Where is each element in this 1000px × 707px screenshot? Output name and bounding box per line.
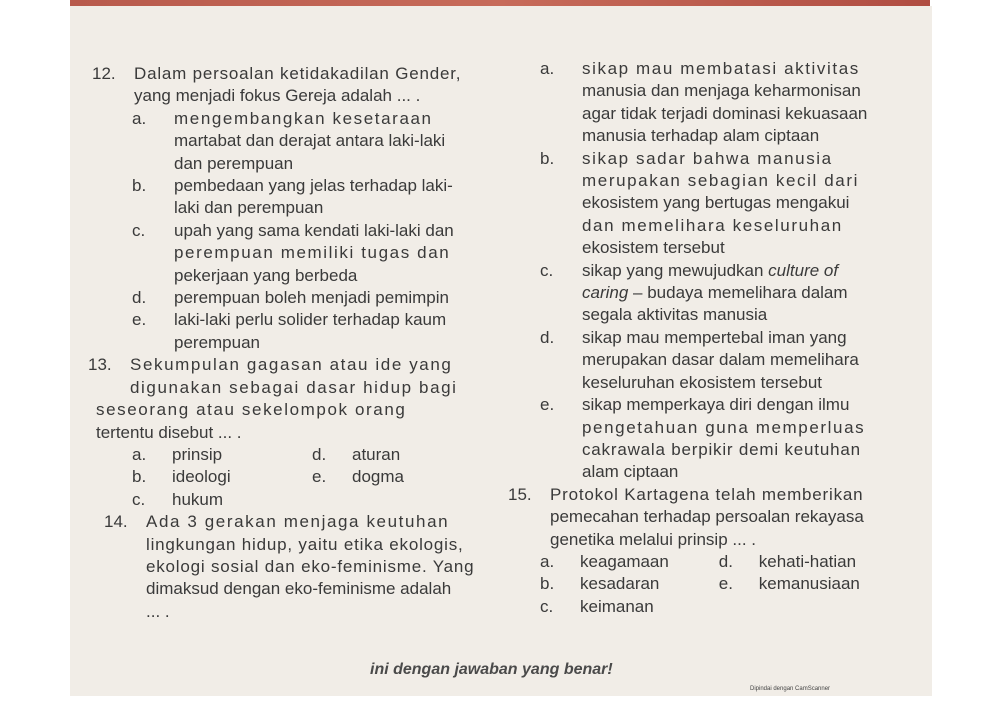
- option-d[interactable]: [132, 287, 492, 309]
- option-text-line: [582, 260, 890, 282]
- question-number: 14.: [104, 512, 128, 532]
- option-a[interactable]: [540, 551, 719, 573]
- option-text-line: keseluruhan ekosistem tersebut: [582, 372, 823, 392]
- option-b[interactable]: [132, 175, 492, 220]
- option-text-italic: caring: [582, 283, 629, 303]
- question-15-options: [540, 551, 890, 618]
- option-text-line: ekosistem yang bertugas mengakui: [582, 193, 850, 213]
- option-text: kehati-hatian: [758, 551, 857, 571]
- option-a[interactable]: [132, 444, 312, 466]
- question-14: [104, 511, 492, 533]
- option-text: ideologi: [172, 467, 231, 487]
- option-b[interactable]: [540, 148, 890, 260]
- cutoff-instruction-text: ini dengan jawaban yang benar!: [370, 661, 613, 678]
- option-text: kemanusiaan: [758, 574, 860, 594]
- option-a[interactable]: [540, 58, 890, 148]
- option-label: a.: [540, 59, 555, 78]
- option-text-line: merupakan sebagian kecil dari: [582, 171, 859, 191]
- option-e[interactable]: [132, 309, 492, 354]
- option-text-line: manusia dan menjaga keharmonisan: [582, 81, 861, 101]
- option-label: a.: [540, 551, 555, 571]
- question-13: [88, 354, 492, 399]
- option-label: a.: [132, 444, 147, 464]
- option-text: sikap yang mewujudkan: [582, 260, 769, 280]
- option-label: d.: [540, 327, 555, 347]
- option-d[interactable]: [312, 444, 492, 466]
- option-c[interactable]: [132, 489, 322, 511]
- option-label: d.: [312, 444, 327, 464]
- question-text-line: Dalam persoalan ketidakadilan Gender,: [134, 64, 462, 83]
- option-text-line: manusia terhadap alam ciptaan: [582, 126, 820, 146]
- question-text-line: tertentu disebut ... .: [96, 422, 242, 442]
- question-13-options: [92, 444, 492, 511]
- question-15-continued: [540, 506, 890, 551]
- option-text: hukum: [172, 489, 224, 509]
- option-label: c.: [540, 260, 554, 280]
- option-c[interactable]: [132, 220, 492, 287]
- question-text-line: digunakan sebagai dasar hidup bagi: [130, 377, 458, 397]
- question-text-line: seseorang atau sekelompok orang: [96, 400, 407, 420]
- option-text: keimanan: [580, 596, 654, 616]
- option-label: b.: [540, 574, 555, 594]
- question-text-line: lingkungan hidup, yaitu etika ekologis,: [146, 534, 464, 554]
- option-text-line: sikap mau mempertebal iman yang: [582, 327, 847, 347]
- question-text-line: ... .: [146, 601, 170, 621]
- option-c[interactable]: [540, 596, 728, 618]
- option-text-line: laki dan perempuan: [174, 198, 324, 218]
- option-text: prinsip: [172, 444, 223, 464]
- option-e[interactable]: [312, 466, 492, 488]
- option-label: e.: [718, 574, 733, 594]
- option-text-line: perempuan boleh menjadi pemimpin: [174, 288, 449, 308]
- option-text: aturan: [352, 444, 401, 464]
- question-text-line: pemecahan terhadap persoalan rekayasa: [550, 507, 864, 527]
- question-15: [508, 484, 890, 506]
- option-label: a.: [132, 108, 147, 128]
- question-number: 13.: [88, 355, 112, 375]
- question-text-line: dimaksud dengan eko-feminisme adalah: [146, 579, 452, 599]
- option-text-line: sikap sadar bahwa manusia: [582, 148, 833, 168]
- option-label: b.: [132, 467, 147, 487]
- option-text-line: pembedaan yang jelas terhadap laki-: [174, 176, 453, 196]
- right-column: [508, 58, 890, 618]
- option-label: e.: [132, 310, 147, 330]
- option-text-line: laki-laki perlu solider terhadap kaum: [174, 310, 447, 330]
- option-text-line: segala aktivitas manusia: [582, 305, 768, 325]
- option-label: e.: [540, 395, 555, 415]
- question-14-continued: [92, 534, 492, 624]
- question-12-options: [92, 108, 492, 354]
- question-text-line: Ada 3 gerakan menjaga keutuhan: [146, 512, 450, 532]
- option-text-line: dan perempuan: [174, 153, 294, 173]
- question-13-continued: [50, 399, 492, 444]
- option-label: d.: [718, 551, 733, 571]
- option-text-line: mengembangkan kesetaraan: [174, 108, 433, 128]
- option-text-line: dan memelihara keseluruhan: [582, 215, 843, 235]
- option-text: dogma: [352, 467, 404, 487]
- question-text-line: Protokol Kartagena telah memberikan: [550, 484, 864, 504]
- option-d[interactable]: [540, 327, 890, 394]
- option-text-line: merupakan dasar dalam memelihara: [582, 350, 859, 370]
- option-label: e.: [312, 467, 327, 487]
- option-text-line: sikap memperkaya diri dengan ilmu: [582, 395, 850, 415]
- option-b[interactable]: [540, 573, 719, 595]
- option-e[interactable]: [540, 394, 890, 484]
- option-label: c.: [540, 596, 554, 616]
- option-text-italic: culture of: [768, 260, 839, 280]
- option-label: c.: [132, 220, 146, 240]
- option-text-line: ekosistem tersebut: [582, 238, 725, 258]
- option-label: b.: [540, 148, 555, 168]
- option-a[interactable]: [132, 108, 492, 175]
- option-text-line: perempuan memiliki tugas dan: [174, 243, 451, 263]
- question-number: 12.: [92, 64, 116, 83]
- question-12: [92, 63, 492, 108]
- option-text-line: sikap mau membatasi aktivitas: [582, 59, 860, 78]
- question-text-line: ekologi sosial dan eko-feminisme. Yang: [146, 556, 475, 576]
- option-label: b.: [132, 176, 147, 196]
- option-text-line: cakrawala berpikir demi keutuhan: [582, 439, 861, 459]
- option-text-line: pengetahuan guna memperluas: [582, 417, 866, 437]
- option-label: c.: [132, 489, 146, 509]
- option-text: kesadaran: [580, 574, 660, 594]
- question-text-line: genetika melalui prinsip ... .: [550, 529, 756, 549]
- option-text-line: [582, 282, 890, 304]
- option-text: keagamaan: [580, 551, 669, 571]
- option-label: d.: [132, 288, 147, 308]
- option-text-line: pekerjaan yang berbeda: [174, 265, 358, 285]
- option-text-line: martabat dan derajat antara laki-laki: [174, 131, 446, 151]
- scanner-watermark: Dipindai dengan CamScanner: [750, 686, 831, 692]
- option-d[interactable]: [719, 551, 890, 573]
- option-text: – budaya memelihara dalam: [628, 283, 848, 303]
- option-e[interactable]: [719, 573, 890, 595]
- question-text-line: yang menjadi fokus Gereja adalah ... .: [134, 86, 421, 106]
- option-c[interactable]: [540, 260, 890, 327]
- question-text-line: Sekumpulan gagasan atau ide yang: [130, 355, 453, 375]
- option-text-line: alam ciptaan: [582, 462, 679, 482]
- option-text-line: upah yang sama kendati laki-laki dan: [174, 220, 454, 240]
- left-column: [88, 63, 492, 623]
- option-text-line: perempuan: [174, 332, 261, 352]
- option-text-line: agar tidak terjadi dominasi kekuasaan: [582, 103, 868, 123]
- question-number: 15.: [508, 484, 532, 504]
- option-b[interactable]: [132, 466, 312, 488]
